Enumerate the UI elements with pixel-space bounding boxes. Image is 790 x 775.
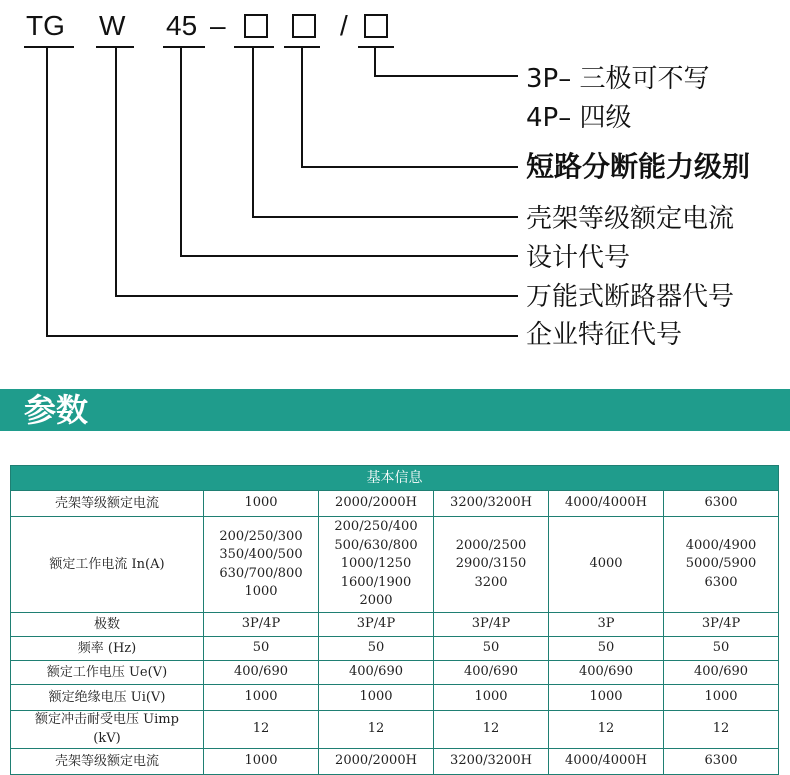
code-dash: – <box>210 10 226 41</box>
cell-line: 1000 <box>244 495 278 511</box>
row-label-line: (kV) <box>93 730 121 746</box>
cell-line: 12 <box>252 721 270 737</box>
table-cell <box>319 491 434 517</box>
legend-breaker-code: 万能式断路器代号 <box>526 282 735 312</box>
table-cell <box>664 613 779 637</box>
leader-poles-v <box>374 46 376 77</box>
cell-line: 1000 <box>244 584 278 599</box>
table-cell <box>549 517 664 613</box>
cell-line: 400/690 <box>348 664 403 680</box>
cell-line: 3P/4P <box>241 616 281 632</box>
leader-frame-h <box>252 216 518 218</box>
leader-capacity-h <box>301 166 518 168</box>
table-cell <box>204 613 319 637</box>
cell-line: 1000 <box>244 689 278 705</box>
cell-line: 2000 <box>359 593 393 609</box>
table-row <box>11 517 779 613</box>
leader-design-v <box>180 46 182 257</box>
row-label: 频率 (Hz) <box>11 637 204 661</box>
cell-line: 1000 <box>589 689 623 705</box>
leader-poles-h <box>374 75 518 77</box>
table-cell <box>664 637 779 661</box>
cell-line: 12 <box>367 721 385 737</box>
table-cell <box>204 491 319 517</box>
leader-capacity-v <box>301 46 303 168</box>
cell-line: 4000/4000H <box>565 495 647 511</box>
cell-line: 1000 <box>704 689 738 705</box>
row-label: 极数 <box>11 613 204 637</box>
spec-table <box>10 465 779 775</box>
cell-line: 2900/3150 <box>455 556 527 572</box>
table-cell <box>664 491 779 517</box>
table-cell <box>664 711 779 749</box>
cell-line: 6300 <box>704 753 738 769</box>
cell-line: 3200 <box>474 574 508 590</box>
cell-line: 630/700/800 <box>219 565 303 581</box>
row-label: 壳架等级额定电流 <box>11 491 204 517</box>
table-cell <box>319 637 434 661</box>
row-label: 额定绝缘电压 Ui(V) <box>11 685 204 711</box>
tick-frame <box>234 46 274 48</box>
row-label: 额定工作电压 Ue(V) <box>11 661 204 685</box>
table-cell <box>319 685 434 711</box>
code-design: 45 <box>166 10 198 41</box>
table-cell <box>434 711 549 749</box>
code-slash: / <box>340 10 348 41</box>
cell-line: 400/690 <box>463 664 518 680</box>
legend-frame-current: 壳架等级额定电流 <box>526 204 735 234</box>
leader-prefix-h <box>46 335 518 337</box>
table-cell <box>664 661 779 685</box>
legend-design-code: 设计代号 <box>526 243 631 273</box>
cell-line: 1000 <box>359 689 393 705</box>
table-cell <box>549 491 664 517</box>
leader-frame-v <box>252 46 254 218</box>
row-label: 额定工作电流 In(A) <box>11 517 204 613</box>
row-label <box>11 711 204 749</box>
table-cell <box>549 637 664 661</box>
table-cell <box>204 517 319 613</box>
code-type: W <box>99 10 126 41</box>
legend-breaking-capacity: 短路分断能力级别 <box>526 150 751 183</box>
placeholder-box-frame <box>244 14 268 38</box>
cell-line: 400/690 <box>233 664 288 680</box>
leader-prefix-v <box>46 46 48 337</box>
table-cell <box>434 661 549 685</box>
cell-line: 4000/4900 <box>685 537 757 553</box>
table-header: 基本信息 <box>11 466 779 491</box>
table-cell <box>204 711 319 749</box>
row-label: 壳架等级额定电流 <box>11 749 204 775</box>
table-row <box>11 685 779 711</box>
table-row <box>11 661 779 685</box>
cell-line: 200/250/400 <box>334 519 418 535</box>
table-row <box>11 637 779 661</box>
table-cell <box>434 491 549 517</box>
leader-design-h <box>180 255 518 257</box>
cell-line: 1600/1900 <box>340 574 412 590</box>
cell-line: 1000 <box>474 689 508 705</box>
cell-line: 50 <box>482 640 500 656</box>
cell-line: 50 <box>597 640 615 656</box>
tick-prefix <box>24 46 74 48</box>
table-cell <box>434 613 549 637</box>
row-label-line: 额定冲击耐受电压 Uimp <box>35 712 179 727</box>
table-cell <box>319 661 434 685</box>
table-cell <box>319 517 434 613</box>
table-cell <box>319 749 434 775</box>
cell-line: 1000/1250 <box>340 556 412 572</box>
table-cell <box>549 711 664 749</box>
cell-line: 3P/4P <box>701 616 741 632</box>
cell-line: 3200/3200H <box>450 495 532 511</box>
cell-line: 50 <box>367 640 385 656</box>
legend-company-code: 企业特征代号 <box>526 320 683 350</box>
cell-line: 12 <box>482 721 500 737</box>
cell-line: 500/630/800 <box>334 537 418 553</box>
tick-design <box>163 46 205 48</box>
table-cell <box>664 685 779 711</box>
section-header-bar <box>0 389 790 431</box>
table-cell <box>434 749 549 775</box>
table-cell <box>549 685 664 711</box>
cell-line: 4000/4000H <box>565 753 647 769</box>
table-cell <box>549 749 664 775</box>
tick-poles <box>358 46 394 48</box>
cell-line: 5000/5900 <box>685 556 757 572</box>
code-prefix: TG <box>26 10 65 41</box>
cell-line: 4000 <box>589 556 623 572</box>
cell-line: 6300 <box>704 495 738 511</box>
cell-line: 200/250/300 <box>219 528 303 544</box>
table-row <box>11 491 779 517</box>
placeholder-box-capacity <box>292 14 316 38</box>
cell-line: 2000/2000H <box>335 753 417 769</box>
legend-poles-4p: 4P– 四级 <box>526 103 632 133</box>
leader-type-v <box>115 46 117 297</box>
table-cell <box>319 613 434 637</box>
cell-line: 12 <box>597 721 615 737</box>
cell-line: 1000 <box>244 753 278 769</box>
table-cell <box>204 661 319 685</box>
table-cell <box>204 749 319 775</box>
table-cell <box>434 517 549 613</box>
table-cell <box>549 661 664 685</box>
section-title: 参数 <box>24 391 89 429</box>
legend-poles-3p: 3P– 三极可不写 <box>526 64 710 94</box>
cell-line: 350/400/500 <box>219 547 303 562</box>
placeholder-box-poles <box>364 14 388 38</box>
cell-line: 400/690 <box>694 664 749 680</box>
table-cell <box>319 711 434 749</box>
table-cell <box>204 685 319 711</box>
table-cell <box>664 749 779 775</box>
cell-line: 2000/2500 <box>455 537 527 553</box>
cell-line: 3P/4P <box>471 616 511 632</box>
table-cell <box>434 637 549 661</box>
table-cell <box>434 685 549 711</box>
table-cell <box>664 517 779 613</box>
model-code-diagram <box>0 0 790 380</box>
table-row <box>11 749 779 775</box>
cell-line: 50 <box>252 640 270 656</box>
cell-line: 3200/3200H <box>450 753 532 769</box>
table-row <box>11 613 779 637</box>
table-row <box>11 711 779 749</box>
table-cell <box>204 637 319 661</box>
leader-type-h <box>115 295 518 297</box>
cell-line: 50 <box>712 640 730 656</box>
cell-line: 3P/4P <box>356 616 396 632</box>
cell-line: 400/690 <box>578 664 633 680</box>
cell-line: 6300 <box>704 574 738 590</box>
cell-line: 12 <box>712 721 730 737</box>
cell-line: 3P <box>597 616 615 632</box>
cell-line: 2000/2000H <box>335 495 417 511</box>
table-cell <box>549 613 664 637</box>
